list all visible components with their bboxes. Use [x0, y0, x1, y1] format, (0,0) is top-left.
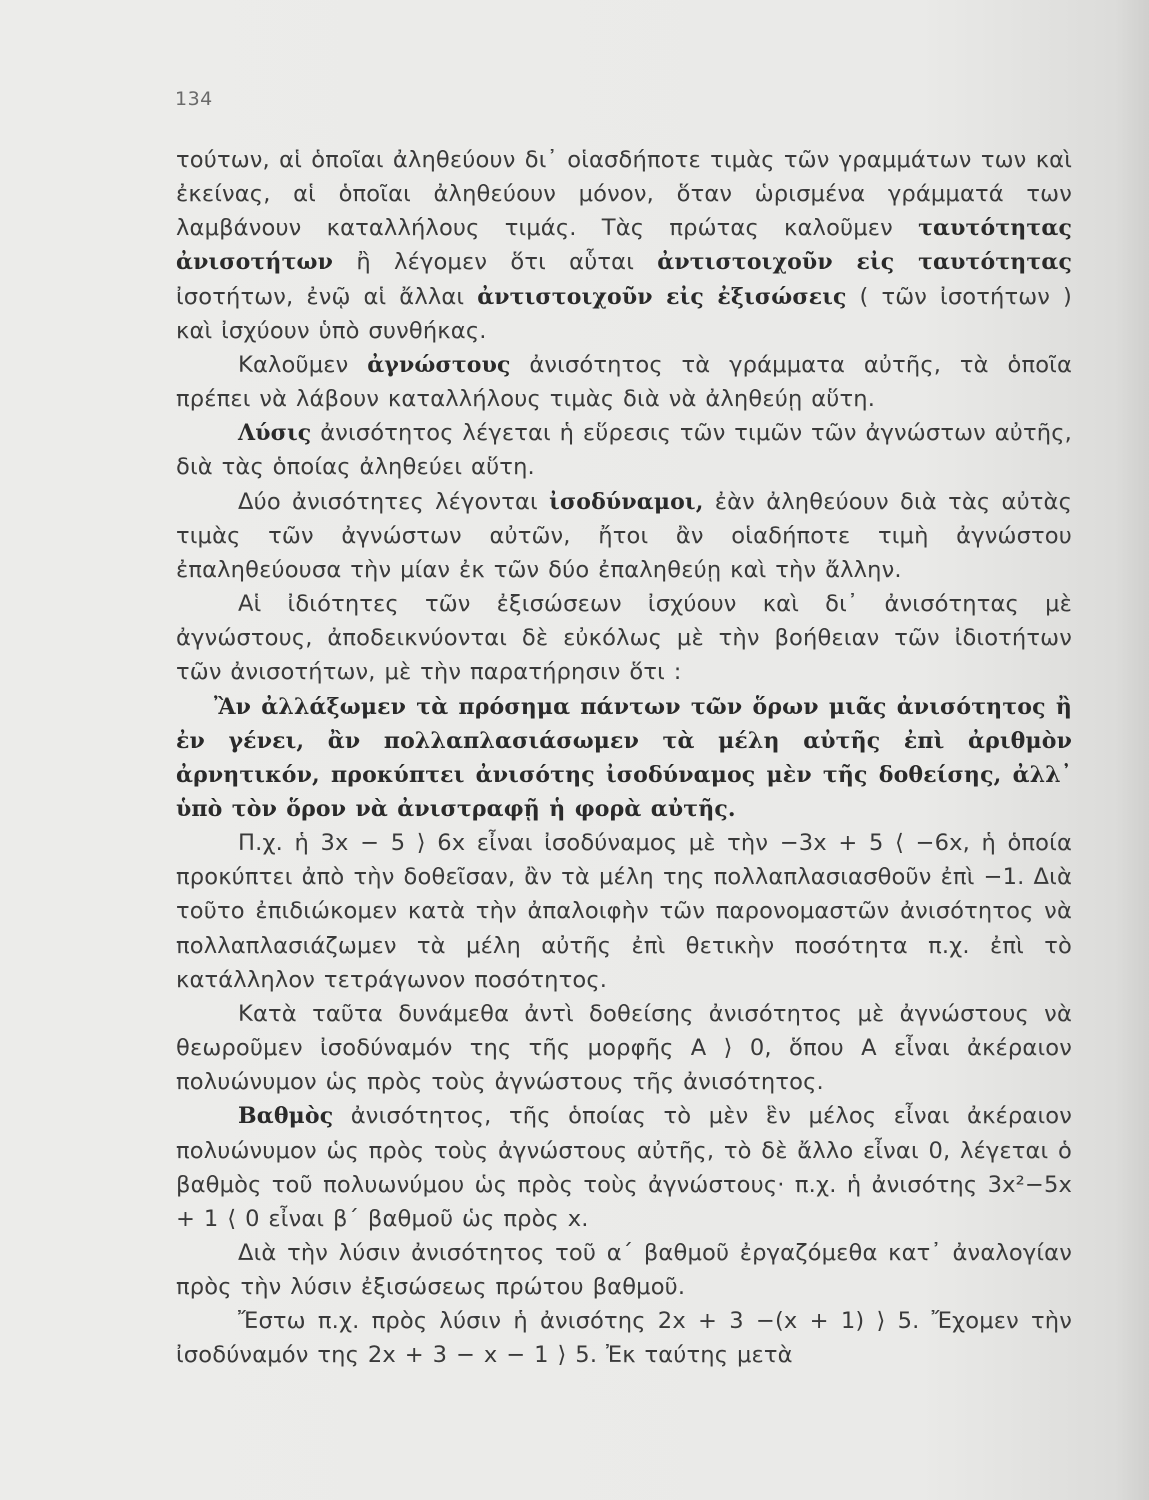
paragraph-solution: Λύσις ἀνισότητος λέγεται ἡ εὕρεσις τῶν τιμῶν τῶν ἀγνώστων αὐτῆς, διὰ τὰς ὁποίας ἀληθεύει αὕτη. — [176, 420, 1072, 481]
paragraph-properties: Αἱ ἰδιότητες τῶν ἐξισώσεων ἰσχύουν καὶ δι᾽ ἀνισότητας μὲ ἀγνώστους, ἀποδεικνύονται δὲ εὐκόλως μὲ τὴν βοήθειαν τῶν ἰδιοτήτων τῶν ἀνισοτήτων, μὲ τὴν παρατήρησιν ὅτι : — [176, 591, 1072, 686]
paragraph-standard-form: Κατὰ ταῦτα δυνάμεθα ἀντὶ δοθείσης ἀνισότητος μὲ ἀγνώστους νὰ θεωροῦμεν ἰσοδύναμόν της τῆς μορφῆς A ⟩ 0, ὅπου A εἶναι ἀκέραιον πολυώνυμον ὡς πρὸς τοὺς ἀγνώστους τῆς ἀνισότητος. — [176, 1000, 1072, 1096]
paragraph-example-multiply: Π.χ. ἡ 3x − 5 ⟩ 6x εἶναι ἰσοδύναμος μὲ τὴν −3x + 5 ⟨ −6x, ἡ ὁποία προκύπτει ἀπὸ τὴν δοθεῖσαν, ἂν τὰ μέλη της πολλαπλασιασθοῦν ἐπὶ −1. Διὰ τοῦτο ἐπιδιώκομεν κατὰ τὴν ἀπαλοιφὴν τῶν παρονομαστῶν ἀνισότητος νὰ πολλαπλασιάζωμεν τὰ μέλη αὐτῆς ἐπὶ θετικὴν ποσότητα π.χ. ἐπὶ τὸ κατάλληλον τετράγωνον ποσότητος. — [176, 830, 1072, 993]
paragraph-identities: τούτων, αἱ ὁποῖαι ἀληθεύουν δι᾽ οἱασδήποτε τιμὰς τῶν γραμμάτων των καὶ ἐκείνας, αἱ ὁποῖαι ἀληθεύουν μόνον, ὅταν ὡρισμένα γράμματά των λαμβάνουν καταλλήλους τιμάς. Τὰς πρώτας καλοῦμεν ταυτότητας ἀνισοτήτων ἢ λέγομεν ὅτι αὗται ἀντιστοιχοῦν εἰς ταυτότητας ἰσοτήτων, ἐνῷ αἱ ἄλλαι ἀντιστοιχοῦν εἰς ἐξισώσεις ( τῶν ἰσοτήτων ) καὶ ἰσχύουν ὑπὸ συνθήκας. — [176, 147, 1072, 344]
term-correspond-to-identities: ἀντιστοιχοῦν εἰς ταυτότητας — [657, 249, 1072, 276]
term-unknowns: ἀγνώστους — [367, 351, 511, 378]
term-equivalent: ἰσοδύναμοι, — [549, 488, 704, 515]
page-body-text — [176, 143, 1072, 1373]
term-solution: Λύσις — [238, 420, 312, 447]
page-number: 134 — [175, 88, 213, 110]
term-degree: Βαθμὸς — [238, 1103, 334, 1130]
paragraph-equivalent: Δύο ἀνισότητες λέγονται ἰσοδύναμοι, ἐὰν ἀληθεύουν διὰ τὰς αὐτὰς τιμὰς τῶν ἀγνώστων αὐτῶν, ἤτοι ἂν οἱαδήποτε τιμὴ ἀγνώστου ἐπαληθεύουσα τὴν μίαν ἐκ τῶν δύο ἐπαληθεύῃ καὶ τὴν ἄλλην. — [176, 488, 1073, 583]
rule-sign-reversal: Ἂν ἀλλάξωμεν τὰ πρόσημα πάντων τῶν ὅρων μιᾶς ἀνισότητος ἢ ἐν γένει, ἂν πολλαπλασιάσωμεν τὰ μέλη αὐτῆς ἐπὶ ἀριθμὸν ἀρνητικόν, προκύπτει ἀνισότης ἰσοδύναμος μὲν τῆς δοθείσης, ἀλλ᾽ ὑπὸ τὸν ὅρον νὰ ἀνιστραφῇ ἡ φορὰ αὐτῆς. — [176, 693, 1072, 822]
paragraph-degree: Βαθμὸς ἀνισότητος, τῆς ὁποίας τὸ μὲν ἓν μέλος εἶναι ἀκέραιον πολυώνυμον ὡς πρὸς τοὺς ἀγνώστους αὐτῆς, τὸ δὲ ἄλλο εἶναι 0, λέγεται ὁ βαθμὸς τοῦ πολυωνύμου ὡς πρὸς τοὺς ἀγνώστους· π.χ. ἡ ἀνισότης 3x²−5x + 1 ⟨ 0 εἶναι β΄ βαθμοῦ ὡς πρὸς x. — [176, 1103, 1072, 1232]
paragraph-first-degree: Διὰ τὴν λύσιν ἀνισότητος τοῦ α΄ βαθμοῦ ἐργαζόμεθα κατ᾽ ἀναλογίαν πρὸς τὴν λύσιν ἐξισώσεως πρώτου βαθμοῦ. — [176, 1240, 1072, 1301]
paragraph-unknowns: Καλοῦμεν ἀγνώστους ἀνισότητος τὰ γράμματα αὐτῆς, τὰ ὁποῖα πρέπει νὰ λάβουν καταλλήλους τιμὰς διὰ νὰ ἀληθεύῃ αὕτη. — [176, 351, 1073, 413]
paragraph-example-solve: Ἔστω π.χ. πρὸς λύσιν ἡ ἀνισότης 2x + 3 −(x + 1) ⟩ 5. Ἔχομεν τὴν ἰσοδύναμόν της 2x + 3 − x − 1 ⟩ 5. Ἐκ ταύτης μετὰ — [176, 1308, 1072, 1369]
term-identities-of-inequalities: ταυτότητας ἀνισοτήτων — [176, 215, 1072, 276]
term-correspond-to-equations: ἀντιστοιχοῦν εἰς ἐξισώσεις — [477, 283, 847, 310]
